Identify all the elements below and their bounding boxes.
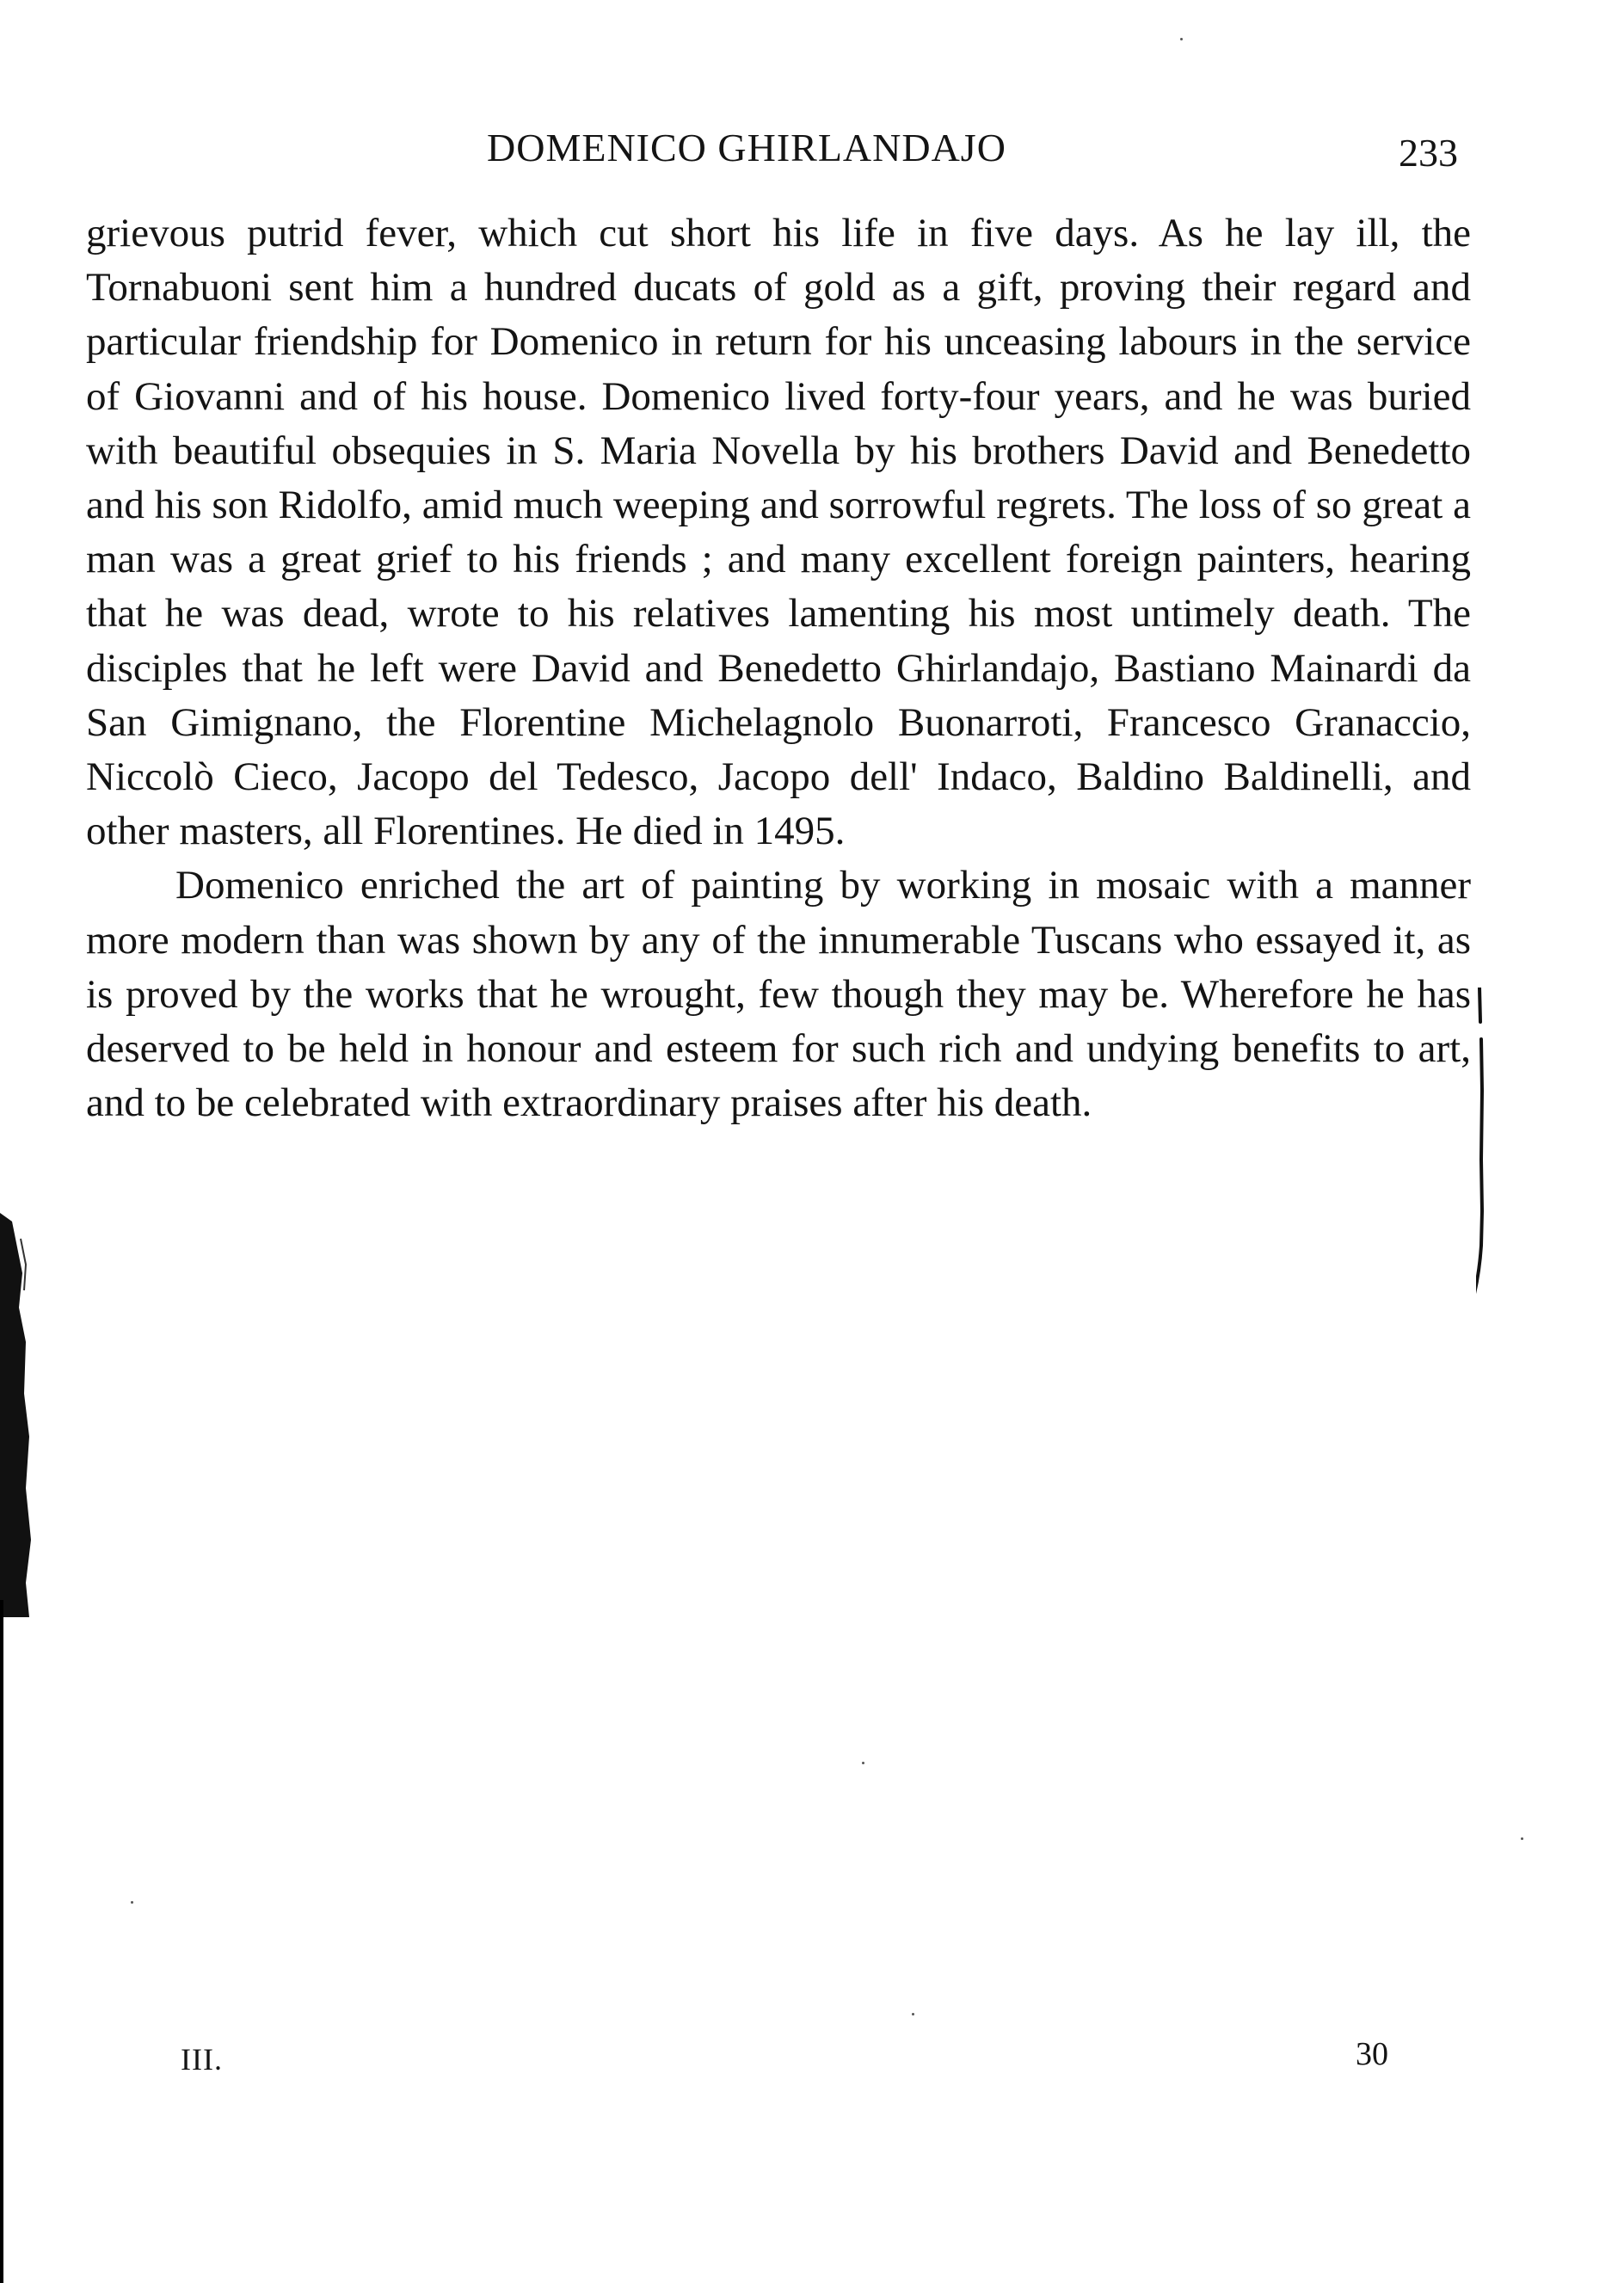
scan-speck	[912, 2013, 914, 2015]
signature-mark: III.	[181, 2042, 223, 2077]
running-title: DOMENICO GHIRLANDAJO	[487, 126, 1006, 169]
body-text	[86, 206, 1471, 1130]
scan-speck	[131, 1901, 133, 1904]
scan-edge-rule	[0, 1600, 3, 2283]
scan-speck	[862, 1762, 864, 1764]
paragraph-2: Domenico enriched the art of painting by working in mosaic with a manner more modern than was shown by any of the innumerable Tuscans who essayed it, as is proved by the works that he wrought, few though they may be. Wherefore he has deserved to be held in honour and esteem for such rich and undying benefits to art, and to be celebrated with extraordinary praises after his death.	[86, 863, 1471, 1126]
page-number: 233	[1399, 131, 1458, 175]
sheet-number: 30	[1356, 2036, 1388, 2072]
scan-speck	[1180, 38, 1183, 40]
scan-speck	[1521, 1837, 1523, 1840]
paragraph-1: grievous putrid fever, which cut short his life in five days. As he lay ill, the Tornabuoni sent him a hundred ducats of gold as a gift, proving their regard and particular friendship for Domenico in return for his unceasing labours in the service of Giovanni and of his house. Domenico lived forty-four years, and he was buried with beautiful obsequies in S. Maria Novella by his brothers David and Benedetto and his son Ridolfo, amid much weeping and sorrowful regrets. The loss of so great a man was a great grief to his friends ; and many excellent foreign painters, hearing that he was dead, wrote to his relatives lamenting his most untimely death. The disciples that he left were David and Benedetto Ghirlandajo, Bastiano Mainardi da San Gimignano, the Florentine Michelagnolo Buonarroti, Francesco Granaccio, Niccolò Cieco, Jacopo del Tedesco, Jacopo dell' Indaco, Baldino Baldinelli, and other masters, all Florentines. He died in 1495.	[86, 211, 1471, 854]
margin-bracket-mark	[1476, 988, 1502, 1297]
running-head	[0, 122, 1624, 182]
scan-edge-shadow	[0, 1213, 36, 1617]
